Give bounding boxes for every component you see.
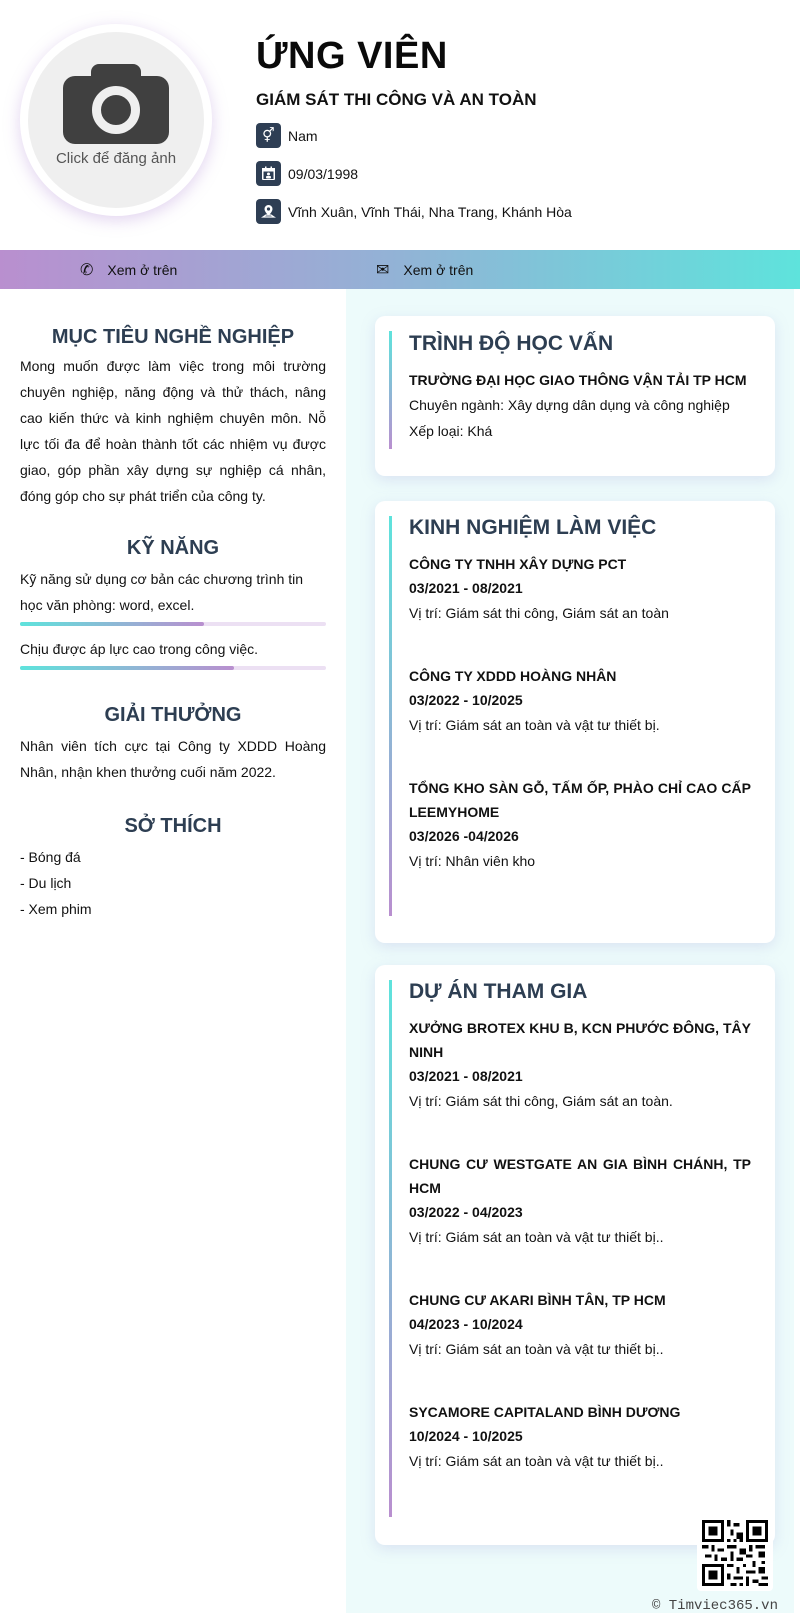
camera-icon (63, 64, 169, 144)
skill-label: Kỹ năng sử dụng cơ bản các chương trình tin học văn phòng: word, excel. (20, 571, 304, 613)
project-item (409, 1400, 751, 1474)
project-item (409, 1288, 751, 1362)
project-name: SYCAMORE CAPITALAND BÌNH DƯƠNG (409, 1404, 681, 1420)
work-position: Vị trí: Giám sát thi công, Giám sát an toàn (409, 605, 669, 621)
experience-card (375, 501, 775, 943)
grade: Xếp loại: Khá (409, 423, 493, 439)
skill-bar (20, 622, 326, 626)
company-name: TỔNG KHO SÀN GỖ, TẤM ỐP, PHÀO CHỈ CAO CẤP LEEMYHOME (409, 780, 751, 820)
email-value: Xem ở trên (403, 261, 474, 278)
project-name: CHUNG CƯ AKARI BÌNH TÂN, TP HCM (409, 1292, 666, 1308)
gender-row (256, 123, 572, 148)
card-accent (389, 516, 392, 916)
cv-header (0, 0, 800, 249)
skill-bar-fill (20, 666, 234, 670)
objective-text: Mong muốn được làm việc trong môi trường chuyên nghiệp, năng động và thử thách, nâng cao kiến thức và kinh nghiệm chuyên môn. Nỗ lực tối đa để hoàn thành tốt các nhiệm vụ được giao, góp phần xây dựng sự nghiệp cá nhân, đóng góp cho sự phát triển của công ty. (20, 358, 326, 504)
birthday-row (256, 161, 572, 186)
company-name: CÔNG TY TNHH XÂY DỰNG PCT (409, 556, 627, 572)
gender-icon: ⚥ (256, 123, 281, 148)
education-title: TRÌNH ĐỘ HỌC VẤN (409, 332, 614, 355)
copyright: © Timviec365.vn (651, 1598, 778, 1614)
card-accent (389, 331, 392, 449)
project-date: 10/2024 - 10/2025 (409, 1428, 523, 1444)
hobbies-list (20, 844, 326, 922)
project-position: Vị trí: Giám sát an toàn và vật tư thiết bị.. (409, 1453, 664, 1469)
avatar-frame (20, 24, 212, 216)
work-position: Vị trí: Nhân viên kho (409, 853, 536, 869)
project-item (409, 1152, 751, 1250)
address-value: Vĩnh Xuân, Vĩnh Thái, Nha Trang, Khánh Hòa (288, 203, 572, 220)
project-name: XƯỞNG BROTEX KHU B, KCN PHƯỚC ĐÔNG, TÂY NINH (409, 1020, 751, 1060)
address-row (256, 199, 572, 224)
project-date: 04/2023 - 10/2024 (409, 1316, 523, 1332)
objective-title: MỤC TIÊU NGHỀ NGHIỆP (51, 326, 295, 348)
work-date: 03/2026 -04/2026 (409, 828, 519, 844)
skill-label: Chịu được áp lực cao trong công việc. (20, 641, 259, 657)
candidate-name: ỨNG VIÊN (256, 35, 448, 77)
hobby-item: - Du lịch (20, 875, 72, 891)
school-name: TRƯỜNG ĐẠI HỌC GIAO THÔNG VẬN TẢI TP HCM (409, 372, 747, 388)
qr-code-icon (697, 1515, 773, 1591)
left-column (0, 289, 346, 922)
work-position: Vị trí: Giám sát an toàn và vật tư thiết bị. (409, 717, 660, 733)
card-accent (389, 980, 392, 1517)
major: Chuyên ngành: Xây dựng dân dụng và công nghiệp (409, 397, 730, 413)
hobby-item: - Bóng đá (20, 849, 81, 865)
phone-item (80, 260, 177, 280)
project-position: Vị trí: Giám sát an toàn và vật tư thiết bị.. (409, 1341, 664, 1357)
calendar-icon (256, 161, 281, 186)
project-item (409, 1016, 751, 1114)
phone-icon: ✆ (80, 261, 94, 279)
avatar-upload[interactable] (28, 32, 204, 208)
experience-item (409, 552, 751, 626)
project-name: CHUNG CƯ WESTGATE AN GIA BÌNH CHÁNH, TP HCM (409, 1156, 751, 1196)
skill-bar-fill (20, 622, 204, 626)
project-position: Vị trí: Giám sát an toàn và vật tư thiết bị.. (409, 1229, 664, 1245)
birthday-value: 09/03/1998 (288, 165, 359, 182)
experience-item (409, 776, 751, 874)
skills-title: KỸ NĂNG (126, 537, 220, 559)
awards-text: Nhân viên tích cực tại Công ty XDDD Hoàng Nhân, nhận khen thưởng cuối năm 2022. (20, 738, 326, 780)
envelope-icon: ✉ (376, 261, 390, 279)
work-date: 03/2021 - 08/2021 (409, 580, 523, 596)
skills-list (20, 566, 326, 670)
hobby-item: - Xem phim (20, 901, 92, 917)
project-date: 03/2021 - 08/2021 (409, 1068, 523, 1084)
contact-bar (0, 250, 800, 289)
avatar-upload-label: Click để đăng ảnh (55, 150, 177, 167)
experience-title: KINH NGHIỆM LÀM VIỆC (409, 516, 657, 539)
phone-value: Xem ở trên (107, 261, 178, 278)
skill-bar (20, 666, 326, 670)
awards-title: GIẢI THƯỞNG (104, 704, 242, 726)
education-card (375, 316, 775, 476)
location-pin-icon (256, 199, 281, 224)
project-position: Vị trí: Giám sát thi công, Giám sát an toàn. (409, 1093, 673, 1109)
hobbies-title: SỞ THÍCH (124, 815, 222, 837)
gender-value: Nam (288, 127, 318, 144)
projects-card (375, 965, 775, 1545)
experience-item (409, 664, 751, 738)
projects-title: DỰ ÁN THAM GIA (409, 980, 588, 1003)
project-date: 03/2022 - 04/2023 (409, 1204, 523, 1220)
company-name: CÔNG TY XDDD HOÀNG NHÂN (409, 668, 617, 684)
right-column (346, 289, 794, 1613)
job-title: GIÁM SÁT THI CÔNG VÀ AN TOÀN (256, 90, 537, 109)
work-date: 03/2022 - 10/2025 (409, 692, 523, 708)
personal-info (256, 32, 572, 224)
email-item (376, 260, 473, 280)
